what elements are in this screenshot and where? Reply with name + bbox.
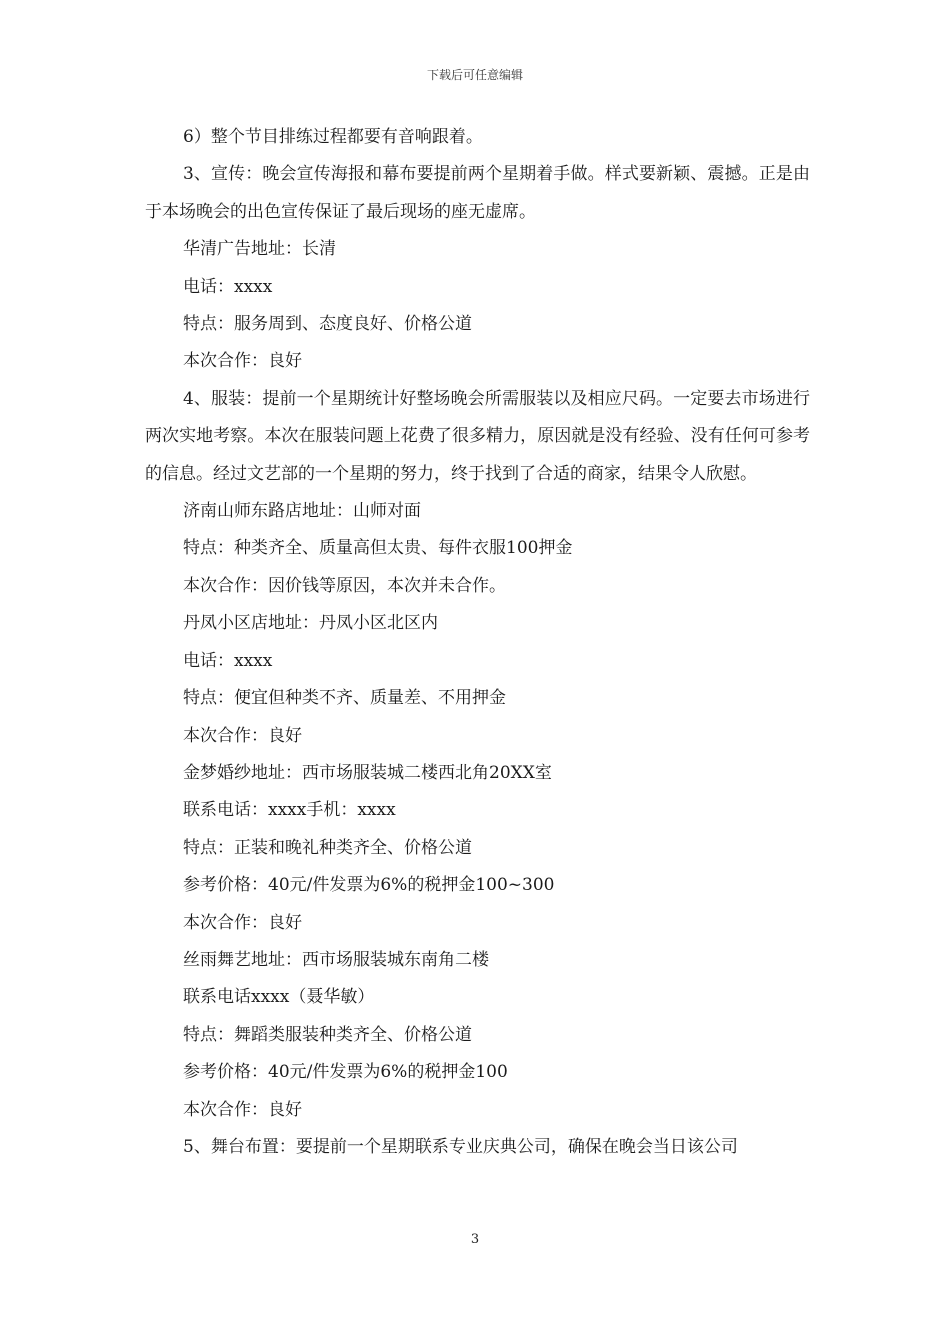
paragraph: 本次合作：因价钱等原因，本次并未合作。 xyxy=(183,575,506,596)
paragraph: 特点：便宜但种类不齐、质量差、不用押金 xyxy=(183,688,506,709)
paragraph: 本次合作：良好 xyxy=(183,912,302,933)
paragraph: 金梦婚纱地址：西市场服装城二楼西北角20XX室 xyxy=(183,762,552,783)
paragraph: 丹凤小区店地址：丹凤小区北区内 xyxy=(183,613,438,634)
paragraph: 电话：xxxx xyxy=(183,276,273,297)
paragraph: 特点：正装和晚礼种类齐全、价格公道 xyxy=(183,837,472,858)
paragraph: 济南山师东路店地址：山师对面 xyxy=(183,501,421,522)
paragraph: 特点：服务周到、态度良好、价格公道 xyxy=(183,314,472,335)
page-header: 下载后可任意编辑 xyxy=(426,68,523,82)
document-body xyxy=(145,119,810,1166)
paragraph: 华清广告地址：长清 xyxy=(183,239,336,260)
paragraph: 参考价格：40元/件发票为6%的税押金100 xyxy=(183,1062,508,1083)
paragraph: 特点：种类齐全、质量高但太贵、每件衣服100押金 xyxy=(183,538,573,559)
paragraph: 5、舞台布置：要提前一个星期联系专业庆典公司，确保在晚会当日该公司 xyxy=(183,1136,738,1157)
page-number: 3 xyxy=(470,1232,480,1247)
paragraph: 电话：xxxx xyxy=(183,650,273,671)
paragraph: 丝雨舞艺地址：西市场服装城东南角二楼 xyxy=(183,949,489,970)
paragraph: 本次合作：良好 xyxy=(183,725,302,746)
paragraph: 本次合作：良好 xyxy=(183,1099,302,1120)
paragraph: 联系电话xxxx（聂华敏） xyxy=(183,987,375,1008)
paragraph: 3、宣传：晚会宣传海报和幕布要提前两个星期着手做。样式要新颖、震撼。正是由于本场晚会的出色宣传保证了最后现场的座无虚席。 xyxy=(145,164,810,222)
paragraph: 6）整个节目排练过程都要有音响跟着。 xyxy=(183,127,483,147)
paragraph: 特点：舞蹈类服装种类齐全、价格公道 xyxy=(183,1024,472,1045)
paragraph: 联系电话：xxxx手机：xxxx xyxy=(183,800,396,821)
paragraph: 本次合作：良好 xyxy=(183,351,302,372)
paragraph: 4、服装：提前一个星期统计好整场晚会所需服装以及相应尺码。一定要去市场进行两次实地考察。本次在服装问题上花费了很多精力，原因就是没有经验、没有任何可参考的信息。经过文艺部的一个星期的努力，终于找到了合适的商家，结果令人欣慰。 xyxy=(145,388,810,484)
paragraph: 参考价格：40元/件发票为6%的税押金100~300 xyxy=(183,875,555,896)
